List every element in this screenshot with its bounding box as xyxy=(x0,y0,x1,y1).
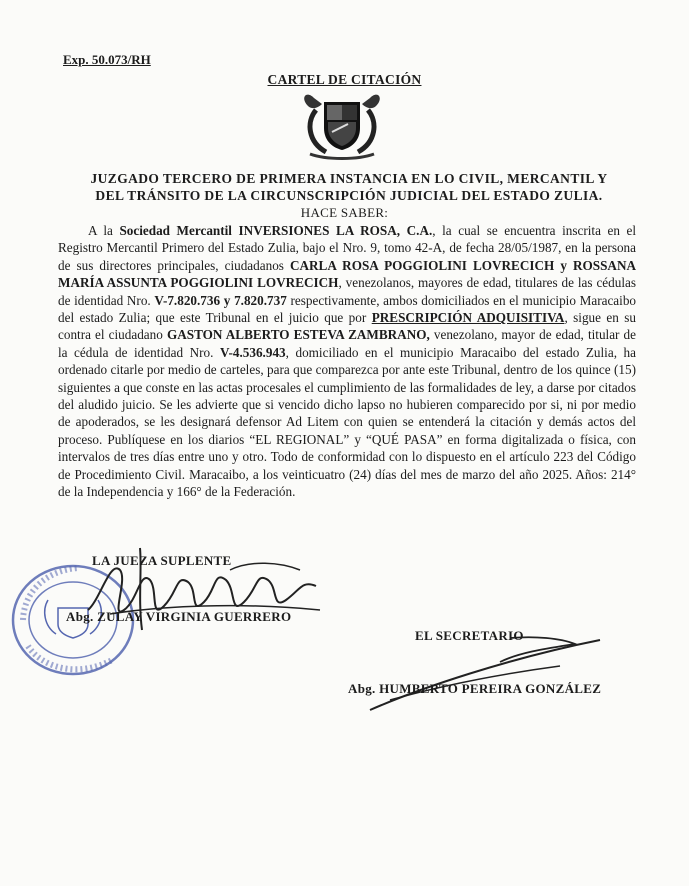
body-text-6: venezolano, mayor de edad, titular de la cédula de identidad Nro. xyxy=(58,327,636,360)
document-title: CARTEL DE CITACIÓN xyxy=(267,72,422,87)
secretary-title: EL SECRETARIO xyxy=(415,628,524,643)
plaintiff-name: GASTON ALBERTO ESTEVA ZAMBRANO, xyxy=(166,327,430,343)
body-text-4: respectivamente, ambos domiciliados en el municipio Maracaibo del estado Zulia; que este Tribunal en el juicio que por xyxy=(58,292,637,326)
company-prefix: Sociedad Mercantil xyxy=(119,223,239,238)
director-2-name: ROSSANA MARÍA ASSUNTA POGGIOLINI LOVRECICH xyxy=(58,257,636,291)
judge-name: Abg. ZULAY VIRGINIA GUERRERO xyxy=(66,609,292,624)
body-text-3: , venezolanos, mayores de edad, titulares de las cédulas de identidad Nro. xyxy=(58,275,636,308)
body-text-1: A la xyxy=(88,223,120,238)
company-name: INVERSIONES LA ROSA, C.A. xyxy=(238,223,433,238)
secretary-name: Abg. HUMBERTO PEREIRA GONZÁLEZ xyxy=(348,681,602,696)
plaintiff-id: V-4.536.943 xyxy=(219,344,286,360)
citation-paragraph xyxy=(58,222,636,501)
judge-title: LA JUEZA SUPLENTE xyxy=(92,553,232,568)
coat-of-arms-icon xyxy=(296,88,388,160)
expediente-number: Exp. 50.073/RH xyxy=(63,52,151,67)
body-text-2: , la cual se encuentra inscrita en el Registro Mercantil Primero del Estado Zulia, bajo el Nro. 9, tomo 42-A, de fecha 28/05/1987, en la persona de sus directores principales, ciudadanos xyxy=(58,223,637,273)
citation-body xyxy=(58,222,636,501)
legal-cause: PRESCRIPCIÓN ADQUISITIVA xyxy=(371,310,565,326)
body-text-5: , sigue en su contra el ciudadano xyxy=(58,310,636,343)
court-line-1: JUZGADO TERCERO DE PRIMERA INSTANCIA EN LO CIVIL, MERCANTIL Y xyxy=(90,171,608,186)
director-ids: V-7.820.736 y 7.820.737 xyxy=(154,292,287,308)
court-heading xyxy=(60,170,638,204)
body-text-7: , domiciliado en el municipio Maracaibo del estado Zulia, ha ordenado citarle por medio de carteles, para que comparezca por ante este Tribunal, dentro de los quince (15) siguientes a que conste en las actas procesales el cumplimiento de las formalidades de ley, a darse por citados del aludido juicio. Se les advierte que si vencido dicho lapso no hubieren comparecido por si, ni por medio de apoderados, se les designará defensor Ad Litem con quien se entenderá la citación y demás actos del proceso. Publíquese en los diarios “EL REGIONAL” y “QUÉ PASA” en forma digitalizada o física, con intervalos de tres días entre uno y otro. Todo de conformidad con lo dispuesto en el artículo 223 del Código de Procedimiento Civil. Maracaibo, a los veinticuatro (24) días del mes de marzo del año 2025. Años: 214° de la Independencia y 166° de la Federación. xyxy=(58,344,636,500)
hace-saber-heading: HACE SABER: xyxy=(300,205,389,220)
director-1-name: CARLA ROSA POGGIOLINI LOVRECICH xyxy=(289,257,555,273)
court-line-2: DEL TRÁNSITO DE LA CIRCUNSCRIPCIÓN JUDICIAL DEL ESTADO ZULIA. xyxy=(95,188,603,203)
conjunction: y xyxy=(554,257,573,273)
